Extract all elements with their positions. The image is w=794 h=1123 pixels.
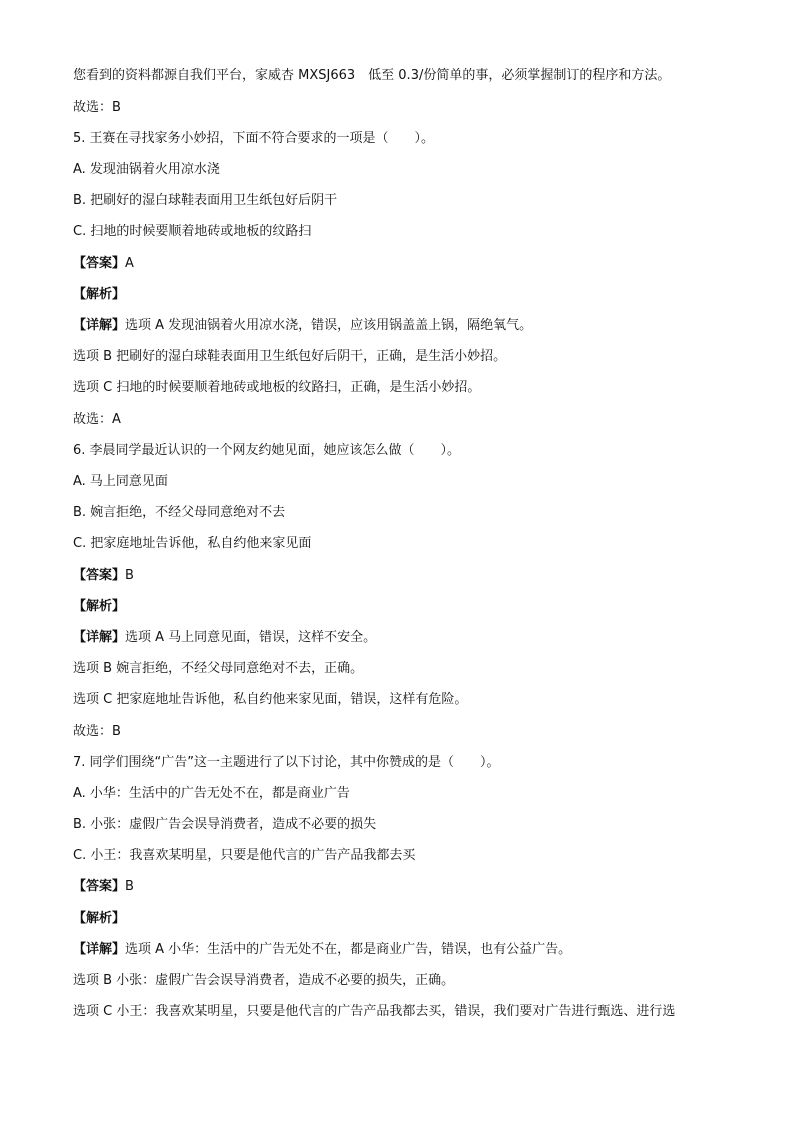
answer-tag: 【答案】 bbox=[73, 879, 126, 894]
line-text: B. 婉言拒绝，不经父母同意绝对不去 bbox=[73, 505, 286, 520]
line-text: 选项 B 婉言拒绝，不经父母同意绝对不去，正确。 bbox=[73, 661, 364, 676]
answer-line bbox=[73, 877, 733, 897]
option-line bbox=[73, 846, 733, 866]
detail-tag: 【详解】 bbox=[73, 318, 126, 333]
option-line bbox=[73, 784, 733, 804]
explanation-line bbox=[73, 316, 733, 336]
line-text: 选项 C 扫地的时候要顺着地砖或地板的纹路扫，正确，是生活小妙招。 bbox=[73, 380, 481, 395]
text-line bbox=[73, 722, 733, 742]
explanation-line bbox=[73, 971, 733, 991]
option-line bbox=[73, 503, 733, 523]
option-line bbox=[73, 222, 733, 242]
line-text: A bbox=[125, 256, 134, 271]
explanation-line bbox=[73, 690, 733, 710]
option-line bbox=[73, 815, 733, 835]
line-text: 故选：B bbox=[73, 724, 121, 739]
detail-tag: 【详解】 bbox=[73, 630, 126, 645]
explanation-line bbox=[73, 628, 733, 648]
explanation-line bbox=[73, 1002, 733, 1022]
option-line bbox=[73, 534, 733, 554]
line-text: B. 把刷好的湿白球鞋表面用卫生纸包好后阴干 bbox=[73, 193, 338, 208]
explanation-line bbox=[73, 659, 733, 679]
line-text: C. 把家庭地址告诉他，私自约他来家见面 bbox=[73, 536, 312, 551]
line-text: A. 发现油锅着火用凉水浇 bbox=[73, 162, 220, 177]
question-stem bbox=[73, 129, 733, 149]
line-text: 选项 A 小华：生活中的广告无处不在，都是商业广告，错误，也有公益广告。 bbox=[125, 942, 572, 957]
line-text: 选项 A 马上同意见面，错误，这样不安全。 bbox=[125, 630, 377, 645]
answer-line bbox=[73, 254, 733, 274]
line-text: 选项 B 小张：虚假广告会误导消费者，造成不必要的损失，正确。 bbox=[73, 973, 455, 988]
option-line bbox=[73, 472, 733, 492]
answer-tag: 【答案】 bbox=[73, 568, 126, 583]
analysis-tag: 【解析】 bbox=[73, 911, 126, 926]
line-text: A. 小华：生活中的广告无处不在，都是商业广告 bbox=[73, 786, 350, 801]
line-text: A. 马上同意见面 bbox=[73, 474, 168, 489]
text-line bbox=[73, 98, 733, 118]
analysis-tag: 【解析】 bbox=[73, 287, 126, 302]
line-text: B. 小张：虚假广告会误导消费者，造成不必要的损失 bbox=[73, 817, 377, 832]
line-text: C. 扫地的时候要顺着地砖或地板的纹路扫 bbox=[73, 224, 312, 239]
explanation-line bbox=[73, 940, 733, 960]
option-line bbox=[73, 191, 733, 211]
line-text: 选项 A 发现油锅着火用凉水浇，错误，应该用锅盖盖上锅，隔绝氧气。 bbox=[125, 318, 533, 333]
line-text: 选项 B 把刷好的湿白球鞋表面用卫生纸包好后阴干，正确，是生活小妙招。 bbox=[73, 349, 507, 364]
line-text: 5. 王赛在寻找家务小妙招，下面不符合要求的一项是（ ）。 bbox=[73, 131, 435, 146]
line-text: 6. 李晨同学最近认识的一个网友约她见面，她应该怎么做（ ）。 bbox=[73, 443, 461, 458]
line-text: B bbox=[125, 879, 134, 894]
analysis-heading bbox=[73, 597, 733, 617]
question-stem bbox=[73, 441, 733, 461]
option-line bbox=[73, 160, 733, 180]
analysis-heading bbox=[73, 909, 733, 929]
analysis-heading bbox=[73, 285, 733, 305]
answer-line bbox=[73, 566, 733, 586]
explanation-line bbox=[73, 378, 733, 398]
line-text: 选项 C 把家庭地址告诉他，私自约他来家见面，错误，这样有危险。 bbox=[73, 692, 468, 707]
explanation-line bbox=[73, 347, 733, 367]
line-text: C. 小王：我喜欢某明星，只要是他代言的广告产品我都去买 bbox=[73, 848, 416, 863]
line-text: B bbox=[125, 568, 134, 583]
line-text: 选项 C 小王：我喜欢某明星，只要是他代言的广告产品我都去买，错误，我们要对广告进行甄选、进行选 bbox=[73, 1004, 676, 1019]
text-line bbox=[73, 66, 733, 86]
analysis-tag: 【解析】 bbox=[73, 599, 126, 614]
line-text: 7. 同学们围绕“广告”这一主题进行了以下讨论，其中你赞成的是（ ）。 bbox=[73, 755, 500, 770]
question-stem bbox=[73, 753, 733, 773]
line-text: 故选：A bbox=[73, 412, 121, 427]
line-text: 故选：B bbox=[73, 100, 121, 115]
answer-tag: 【答案】 bbox=[73, 256, 126, 271]
detail-tag: 【详解】 bbox=[73, 942, 126, 957]
line-text: 您看到的资料都源自我们平台，家威杏 MXSJ663 低至 0.3/份简单的事，必须掌握制订的程序和方法。 bbox=[73, 68, 671, 83]
text-line bbox=[73, 410, 733, 430]
